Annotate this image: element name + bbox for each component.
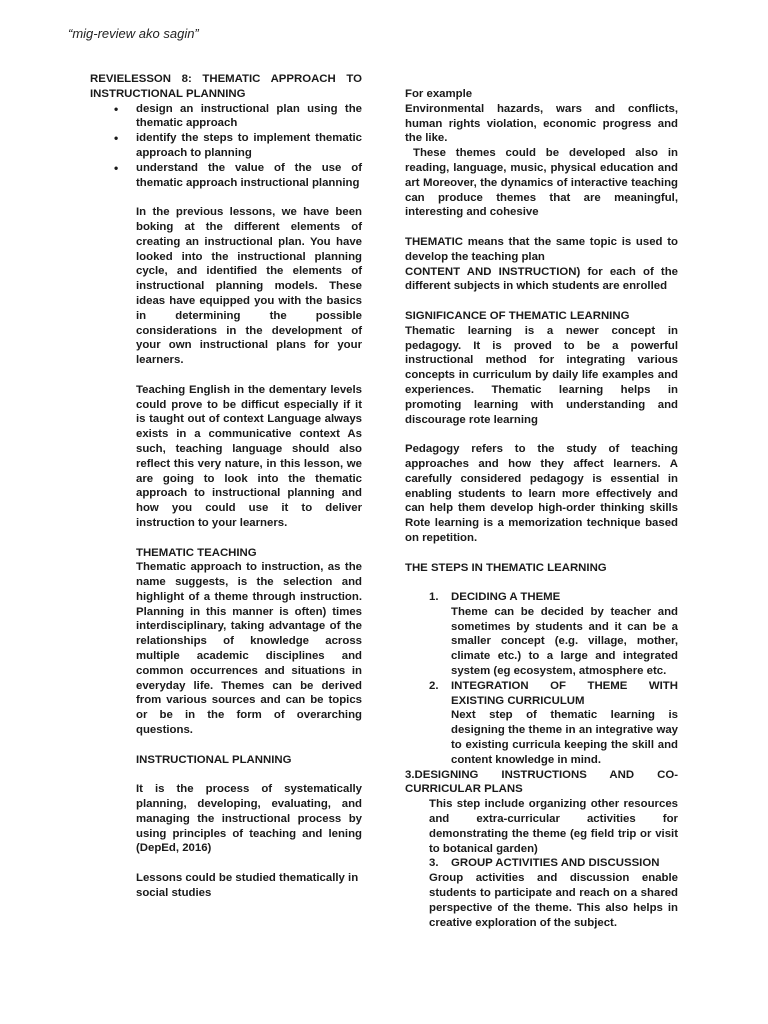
thematic-definition xyxy=(405,235,678,265)
step-text: This step include organizing other resources and extra-curricular activities for demonstrating the theme (eg field trip or visit to botanical garden) xyxy=(429,798,678,855)
objective-item: • identify the steps to implement thematic approach to planning xyxy=(136,131,362,161)
step-number: 3. xyxy=(429,857,439,870)
thematic-definition-rest: means that the same topic is used to develop the teaching plan xyxy=(405,235,678,263)
content-definition-rest: ) for each of the different subjects in which students are enrolled xyxy=(405,265,678,293)
example-label: For example xyxy=(405,88,473,100)
content-term: CONTENT AND INSTRUCTION xyxy=(405,265,577,278)
step-heading xyxy=(429,856,678,871)
teaching-english-paragraph: Teaching English in the dementary levels could prove to be difficut especially if it is taught out of context Language always exists in a communicative context As such, teaching language should also reflect this very nature, in this lesson, we are going to look into the thematic approach to instructional planning and how you could use it to deliver instruction to your learners. xyxy=(136,383,362,529)
steps-list-continued xyxy=(429,856,678,930)
steps-list xyxy=(429,590,678,768)
step-title: 3.DESIGNING INSTRUCTIONS AND CO-CURRICULAR PLANS xyxy=(405,768,678,796)
step-heading xyxy=(429,590,678,605)
significance-heading: SIGNIFICANCE OF THEMATIC LEARNING xyxy=(405,309,630,322)
objectives-list xyxy=(90,102,362,191)
thematic-term: THEMATIC xyxy=(405,235,463,248)
step-number: 2. xyxy=(429,679,439,692)
instructional-planning-heading: INSTRUCTIONAL PLANNING xyxy=(136,753,292,766)
step-title: DECIDING A THEME xyxy=(451,591,561,604)
themes-paragraph: These themes could be developed also in reading, language, music, physical education and art Moreover, the dynamics of interactive teaching can produce themes that are meaningful, interesting and cohesive xyxy=(405,147,678,219)
thematic-teaching-heading: THEMATIC TEACHING xyxy=(136,546,257,559)
thematic-teaching-text: Thematic approach to instruction, as the name suggests, is the selection and highlight of a theme through instruction. Planning in this manner is often) times interdisciplinary, taking advantage of the relationships of knowledge across multiple academic disciplines and common occurrences and situations in everyday life. Themes can be derived from various sources and can be topics or be in the form of overarching questions. xyxy=(136,561,362,737)
right-column xyxy=(405,87,678,930)
pedagogy-paragraph: Pedagogy refers to the study of teaching approaches and how they affect learners. A carefully considered pedagogy is essential in enabling students to learn more effectively and can help them develop high-order thinking skills Rote learning is a memorization technique based on repetition. xyxy=(405,443,678,544)
steps-heading: THE STEPS IN THEMATIC LEARNING xyxy=(405,561,607,574)
instructional-planning-text: It is the process of systematically planning, developing, evaluating, and managing the instructional process by using principles of teaching and lening (DepEd, 2016) xyxy=(136,783,362,855)
objective-item: • understand the value of the use of thematic approach instructional planning xyxy=(136,161,362,191)
left-column xyxy=(90,72,362,901)
step-heading xyxy=(429,679,678,709)
significance-text: Thematic learning is a newer concept in pedagogy. It is proved to be a powerful instructional method for integrating various concepts in curriculum by daily life examples and experiences. Thematic learning helps in promoting learning with understanding and discourage rote learning xyxy=(405,324,678,426)
step-text: Theme can be decided by teacher and sometimes by students and it can be a smaller concept (e.g. village, mother, climate etc.) to a large and integrated system (eg ecosystem, atmosphere etc. xyxy=(451,605,678,678)
header-note: “mig-review ako sagin” xyxy=(68,26,199,41)
step-title: GROUP ACTIVITIES AND DISCUSSION xyxy=(451,857,660,870)
intro-paragraph: In the previous lessons, we have been boking at the different elements of creating an instructional plan. You have looked into the instructional planning cycle, and identified the elements of instructional planning models. These ideas have equipped you with the basics in determining the possible considerations in the development of your own instructional plans for your learners. xyxy=(136,206,362,367)
step-number: 1. xyxy=(429,591,439,604)
example-text: Environmental hazards, wars and conflicts, human rights violation, economic progress and the like. xyxy=(405,102,678,145)
objective-item: • design an instructional plan using the thematic approach xyxy=(136,102,362,132)
step-title: INTEGRATION OF THEME WITH EXISTING CURRICULUM xyxy=(451,679,678,707)
lessons-text: Lessons could be studied thematically in social studies xyxy=(136,872,359,899)
content-definition xyxy=(405,265,678,295)
step-text: Group activities and discussion enable students to participate and reach on a shared perspective of the theme. This also helps in creative exploration of the subject. xyxy=(429,872,678,929)
step-text: Next step of thematic learning is designing the theme in an integrative way to existing curricula keeping the skill and content knowledge in mind. xyxy=(451,709,678,766)
lesson-title: REVIELESSON 8: THEMATIC APPROACH TO INSTRUCTIONAL PLANNING xyxy=(90,73,362,100)
